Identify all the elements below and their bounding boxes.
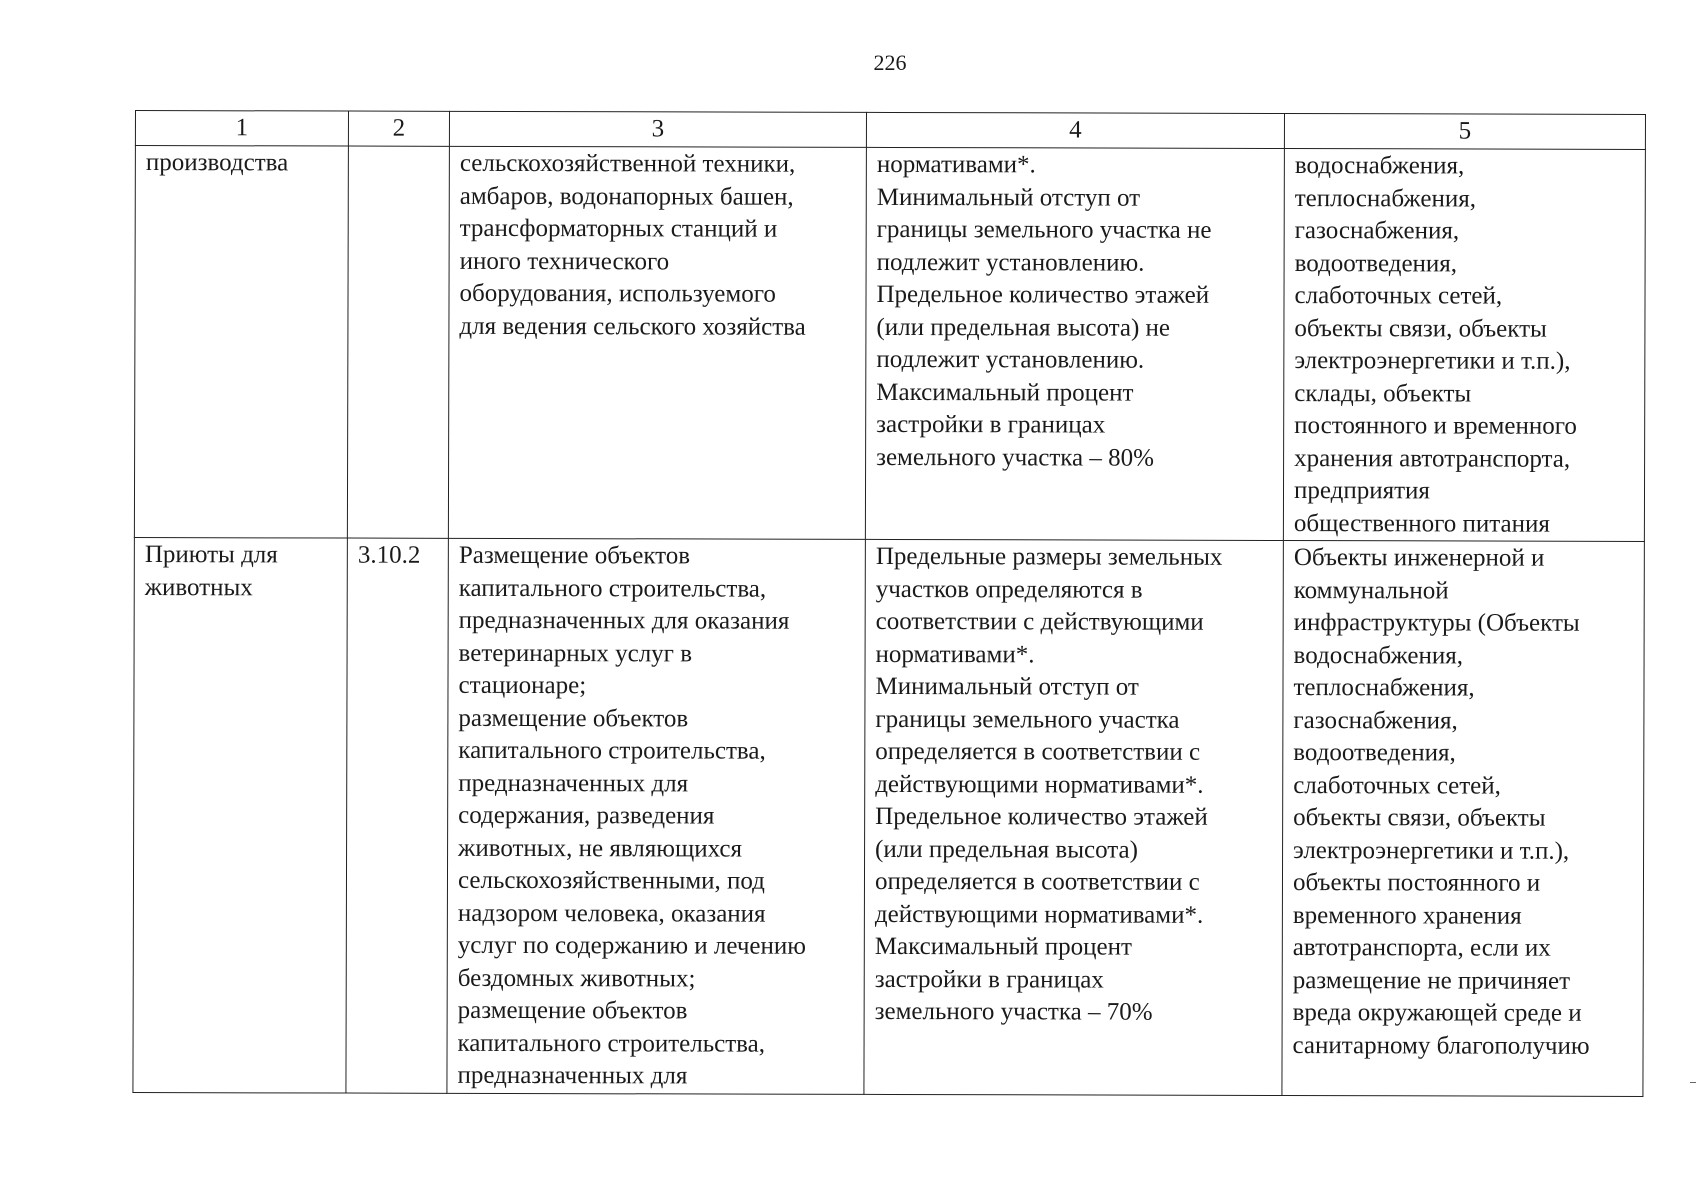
page-number: 226	[873, 50, 907, 75]
table-row	[133, 537, 1644, 1095]
cell-use-description: сельскохозяйственной техники, амбаров, водонапорных башен, трансформаторных станций и иного технического оборудования, используемого для ведения сельского хозяйства	[448, 146, 866, 539]
table-header-row	[135, 111, 1645, 150]
table-row	[134, 146, 1645, 542]
cell-parameters: нормативами*. Минимальный отступ от границы земельного участка не подлежит установлению. Предельное количество этажей (или предельная высота) не подлежит установлению. Максимальный процент застройки в границах земельного участка – 80%	[865, 147, 1284, 540]
cell-use-code	[347, 146, 449, 538]
column-header-3: 3	[449, 111, 866, 147]
cell-auxiliary-uses: Объекты инженерной и коммунальной инфраструктуры (Объекты водоснабжения, теплоснабжения, газоснабжения, водоотведения, слаботочных сетей, объекты связи, объекты электроэнергетики и т.п.), объекты постоянного и временного хранения автотранспорта, если их размещение не причиняет вреда окружающей среде и санитарному благополучию	[1282, 541, 1644, 1096]
column-header-2: 2	[348, 111, 449, 146]
cell-use-code: 3.10.2	[346, 538, 448, 1093]
cell-use-name: производства	[134, 146, 348, 539]
column-header-1: 1	[135, 111, 348, 147]
cell-auxiliary-uses: водоснабжения, теплоснабжения, газоснабжения, водоотведения, слаботочных сетей, объекты связи, объекты электроэнергетики и т.п.), склады, объекты постоянного и временного хранения автотранспорта, предприятия общественного питания	[1283, 149, 1645, 542]
column-header-4: 4	[866, 112, 1284, 148]
scan-mark	[1690, 1082, 1696, 1083]
column-header-5: 5	[1284, 114, 1645, 150]
zoning-table	[132, 110, 1646, 1096]
cell-use-name: Приюты для животных	[133, 537, 347, 1092]
cell-parameters: Предельные размеры земельных участков определяются в соответствии с действующими нормативами*. Минимальный отступ от границы земельного участка определяется в соответствии с действующими нормативами*. Предельное количество этажей (или предельная высота) определяется в соответствии с действующими нормативами*. Максимальный процент застройки в границах земельного участка – 70%	[864, 539, 1283, 1095]
cell-use-description: Размещение объектов капитального строительства, предназначенных для оказания ветеринарных услуг в стационаре; размещение объектов капитального строительства, предназначенных для содержания, разведения животных, не являющихся сельскохозяйственными, под надзором человека, оказания услуг по содержанию и лечению бездомных животных; размещение объектов капитального строительства, предназначенных для	[447, 538, 865, 1094]
